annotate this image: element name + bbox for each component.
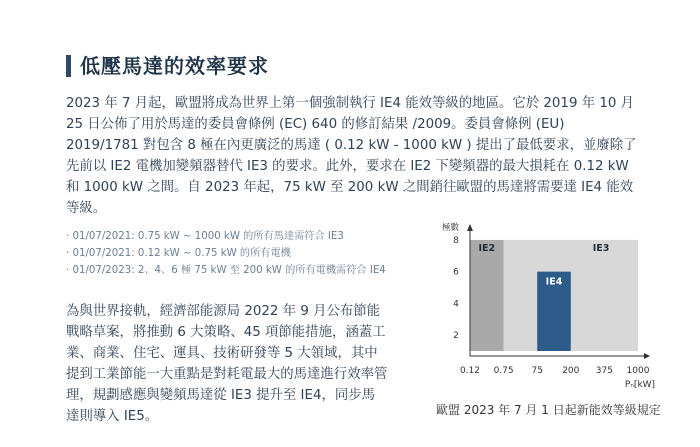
y-axis-label: 極數 <box>442 223 460 233</box>
x-tick-label: 0.75 <box>493 366 514 376</box>
x-tick-label: 200 <box>562 366 580 376</box>
y-tick-label: 6 <box>453 267 459 278</box>
page-title: 低壓馬達的效率要求 <box>80 54 269 78</box>
efficiency-class-chart <box>430 222 660 400</box>
region-ie2 <box>470 240 504 351</box>
x-axis-label: Pₙ[kW] <box>624 380 656 390</box>
timeline-item: · 01/07/2021: 0.75 kW ~ 1000 kW 的所有馬達需符合 IE3 <box>66 231 344 242</box>
y-axis-arrow-icon <box>467 224 473 231</box>
timeline-item: · 01/07/2023: 2、4、6 極 75 kW 至 200 kW 的所有電機需符合 IE4 <box>66 265 386 276</box>
chart-caption: 歐盟 2023 年 7 月 1 日起新能效等級規定 <box>436 403 661 417</box>
region-label-ie3: IE3 <box>592 243 610 255</box>
x-axis-arrow-icon <box>644 353 650 359</box>
y-tick-label: 8 <box>453 235 459 246</box>
y-tick-label: 2 <box>453 331 459 342</box>
intro-paragraph: 2023 年 7 月起，歐盟將成為世界上第一個強制執行 IE4 能效等級的地區。它於 2019 年 10 月 25 日公佈了用於馬達的委員會條例 (EC) 640 的修訂結果 /2009。委員會條例 (EU) 2019/1781 對包含 8 極在內更廣泛的馬達 ( 0.12 kW - 1000 kW ) 提出了最低要求，並廢除了先前以 IE2 電機加變頻器替代 IE3 的要求。此外，要求在 IE2 下變頻器的最大損耗在 0.12 kW 和 1000 kW 之間。自 2023 年起，75 kW 至 200 kW 之間銷往歐盟的馬達將需要達 IE4 能效等級。 <box>66 96 637 216</box>
title-accent-bar <box>66 55 71 77</box>
y-tick-label: 4 <box>453 299 459 310</box>
timeline-item: · 01/07/2021: 0.12 kW ~ 0.75 kW 的所有電機 <box>66 248 291 259</box>
region-label-ie2: IE2 <box>478 243 496 255</box>
policy-paragraph: 為與世界接軌，經濟部能源局 2022 年 9 月公布節能戰略草案，將推動 6 大策略、45 項節能措施，涵蓋工業、商業、住宅、運具、技術研發等 5 大領域，其中提到工業節能一大重點是對耗電最大的馬達進行效率管理，規劃感應與變頻馬達從 IE3 提升至 IE4，同步馬達則導入 IE5。 <box>66 304 388 424</box>
x-tick-label: 75 <box>531 366 543 376</box>
x-tick-label: 375 <box>595 366 613 376</box>
x-tick-label: 0.12 <box>459 366 481 376</box>
region-label-ie4: IE4 <box>545 276 563 288</box>
x-tick-label: 1000 <box>626 366 650 376</box>
regulation-timeline-list <box>66 228 386 279</box>
